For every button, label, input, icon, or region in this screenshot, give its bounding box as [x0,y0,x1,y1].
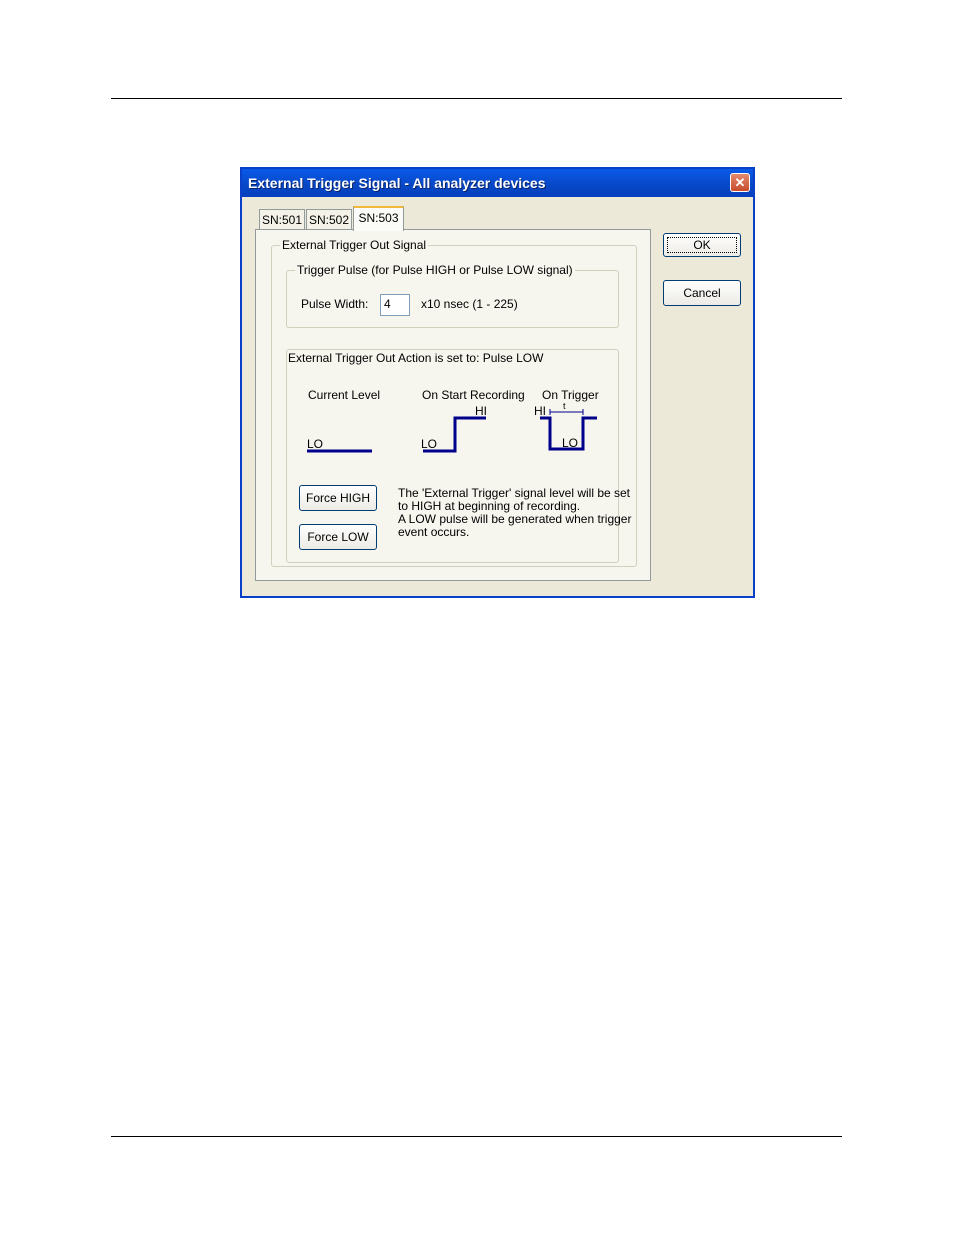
external-trigger-out-group [271,238,637,567]
trigger-pulse-legend: Trigger Pulse (for Pulse HIGH or Pulse LOW signal) [297,263,573,277]
description-line-1: The 'External Trigger' signal level will be set [398,486,631,500]
pulse-width-t-label: t [563,401,566,411]
current-level-heading: Current Level [308,388,381,402]
description-line-3: A LOW pulse will be generated when trigger [398,512,632,526]
dialog-title: External Trigger Signal - All analyzer devices [248,175,546,191]
trigger-action-group [286,349,632,563]
trigger-action-header: External Trigger Out Action is set to: Pulse LOW [288,351,544,365]
force-low-button[interactable]: Force LOW [299,524,377,550]
ok-focus-rect [667,237,737,253]
on-trigger-hi-label: HI [534,404,546,418]
on-trigger-lo-label: LO [562,436,579,450]
tab-sn501[interactable]: SN:501 [259,209,305,230]
trigger-pulse-group [286,263,619,328]
external-trigger-out-legend: External Trigger Out Signal [282,238,427,252]
tab-sn502[interactable]: SN:502 [306,209,352,230]
start-recording-hi-label: HI [475,404,487,418]
ok-button-label: OK [693,238,711,252]
close-button[interactable] [730,173,750,192]
on-trigger-heading: On Trigger [542,388,599,402]
title-bar[interactable] [242,169,753,197]
force-high-button[interactable]: Force HIGH [299,485,377,511]
pulse-width-units: x10 nsec (1 - 225) [421,297,518,311]
external-trigger-dialog [240,167,755,598]
pulse-width-input[interactable]: 4 [380,294,410,316]
page-bottom-rule [111,1136,842,1137]
tab-panel-sn503 [255,229,651,581]
description-line-4: event occurs. [398,525,470,539]
start-recording-heading: On Start Recording [422,388,525,402]
pulse-width-label: Pulse Width: [301,297,369,311]
cancel-button[interactable]: Cancel [663,280,741,306]
current-level-lo-label: LO [307,437,324,451]
close-icon: ✕ [734,175,746,190]
page-top-rule [111,98,842,99]
tab-sn503[interactable]: SN:503 [353,206,404,231]
ok-button[interactable] [663,233,741,257]
start-recording-lo-label: LO [421,437,438,451]
description-line-2: to HIGH at beginning of recording. [398,499,581,513]
